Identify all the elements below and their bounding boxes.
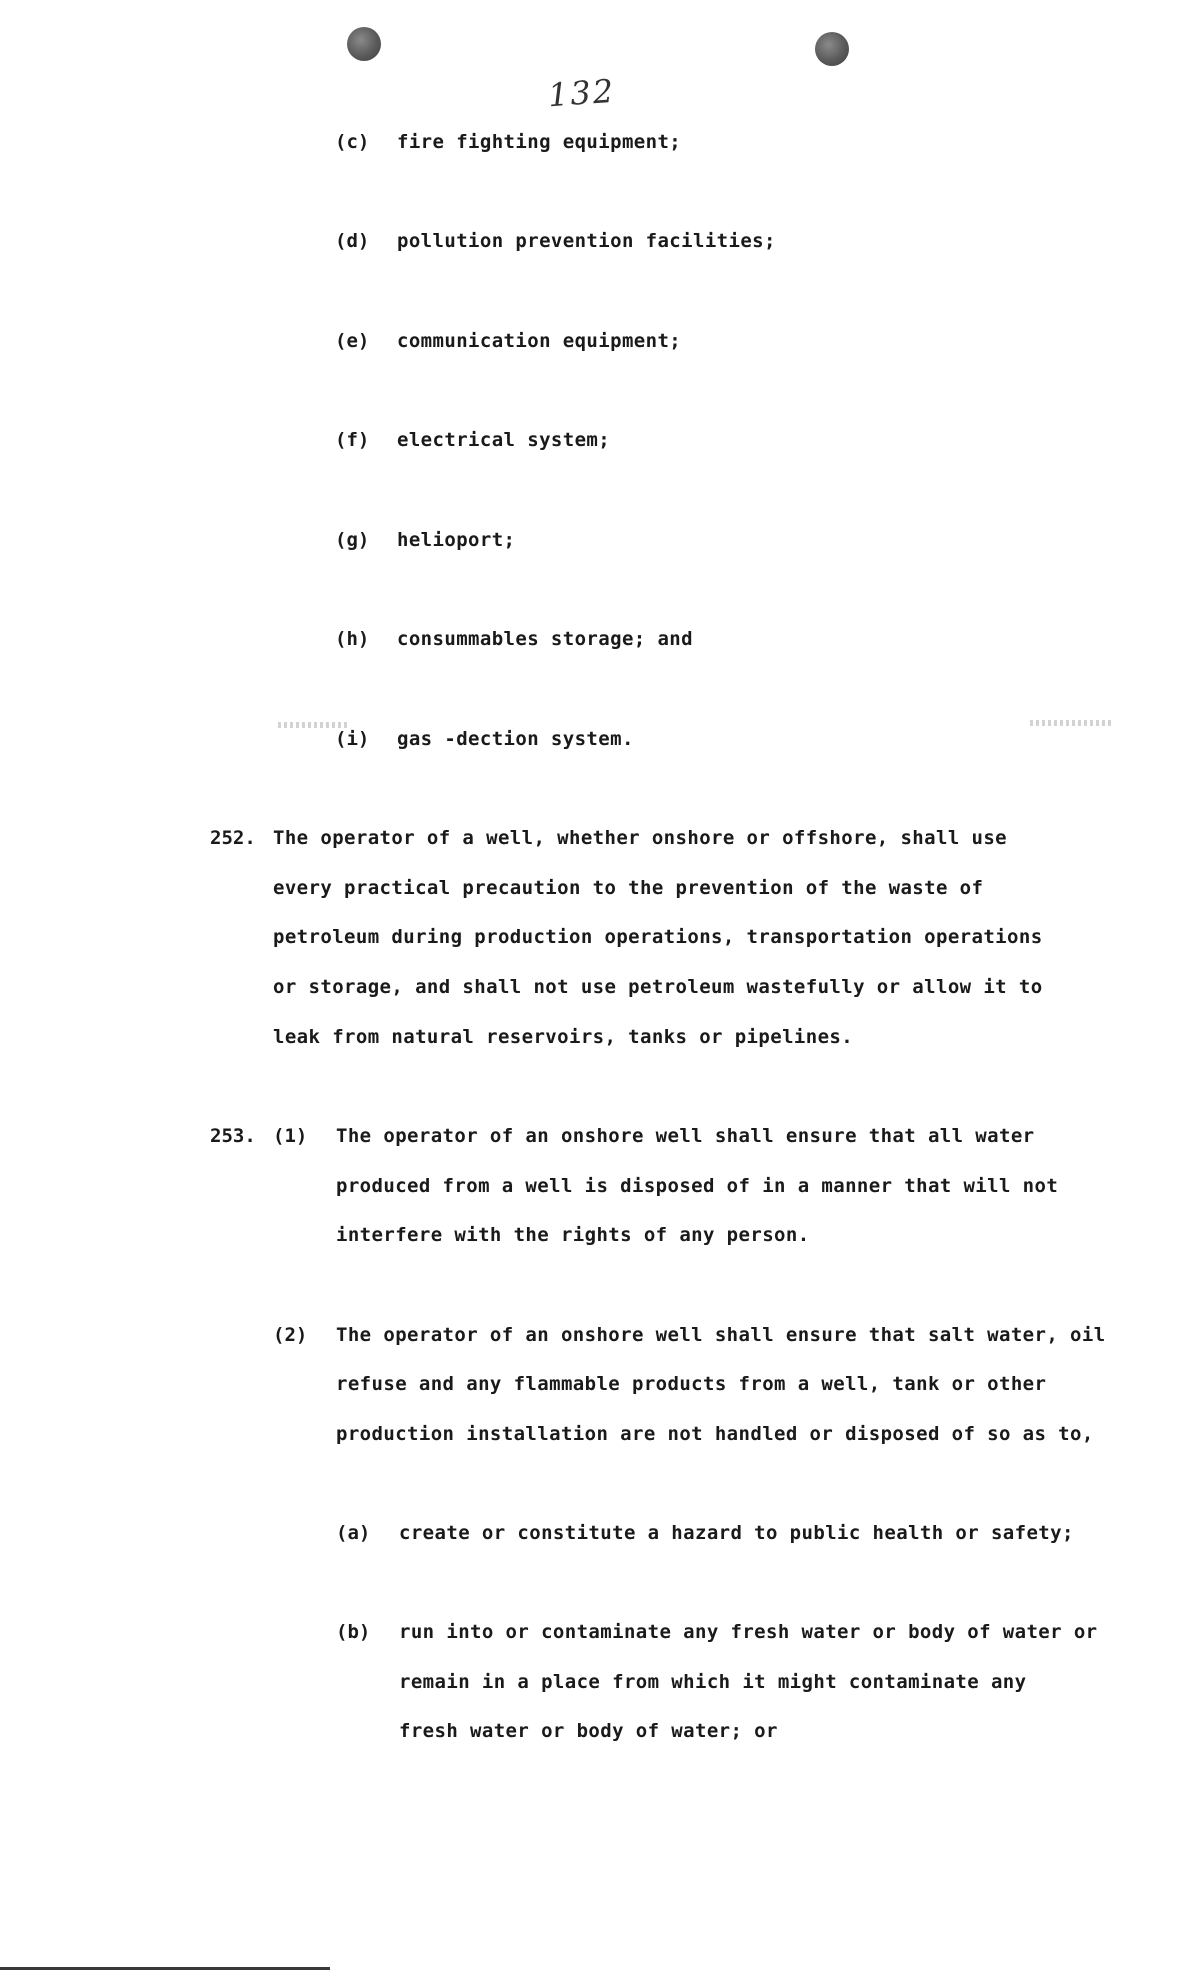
list-item-label: (i) [335, 728, 370, 750]
section-line: leak from natural reservoirs, tanks or pipelines. [273, 1026, 854, 1048]
section-number: 252. [210, 827, 256, 849]
section-number: 253. [210, 1125, 256, 1147]
clause-line: fresh water or body of water; or [399, 1720, 778, 1742]
subsection-line: production installation are not handled or disposed of so as to, [336, 1423, 1094, 1445]
subsection-label: (2) [273, 1324, 308, 1346]
list-item-text: consummables storage; and [397, 628, 693, 650]
list-item-label: (e) [335, 330, 370, 352]
subsection-label: (1) [273, 1125, 308, 1147]
list-item-text: fire fighting equipment; [397, 131, 682, 153]
list-item-text: gas -dection system. [397, 728, 634, 750]
list-item-label: (f) [335, 429, 370, 451]
list-item-text: pollution prevention facilities; [397, 230, 776, 252]
list-item-label: (g) [335, 529, 370, 551]
subsection-line: produced from a well is disposed of in a manner that will not [336, 1175, 1059, 1197]
list-item-text: communication equipment; [397, 330, 682, 352]
clause-line: create or constitute a hazard to public health or safety; [399, 1522, 1074, 1544]
subsection-line: interfere with the rights of any person. [336, 1224, 810, 1246]
clause-line: run into or contaminate any fresh water or body of water or [399, 1621, 1098, 1643]
list-item-text: electrical system; [397, 429, 611, 451]
subsection-line: The operator of an onshore well shall ensure that all water [336, 1125, 1035, 1147]
list-item-label: (d) [335, 230, 370, 252]
section-line: every practical precaution to the prevention of the waste of [273, 877, 984, 899]
clause-label: (a) [336, 1522, 371, 1544]
handwritten-page-number: 132 [546, 71, 617, 115]
clause-label: (b) [336, 1621, 371, 1643]
section-line: petroleum during production operations, transportation operations [273, 926, 1043, 948]
section-line: The operator of a well, whether onshore or offshore, shall use [273, 827, 1008, 849]
list-item-label: (h) [335, 628, 370, 650]
list-item-text: helioport; [397, 529, 516, 551]
punch-hole-right [815, 32, 849, 66]
list-item-label: (c) [335, 131, 370, 153]
scan-smudge-right [1030, 720, 1112, 726]
subsection-line: refuse and any flammable products from a well, tank or other [336, 1373, 1047, 1395]
section-line: or storage, and shall not use petroleum wastefully or allow it to [273, 976, 1043, 998]
clause-line: remain in a place from which it might contaminate any [399, 1671, 1027, 1693]
subsection-line: The operator of an onshore well shall ensure that salt water, oil [336, 1324, 1106, 1346]
punch-hole-left [347, 27, 381, 61]
